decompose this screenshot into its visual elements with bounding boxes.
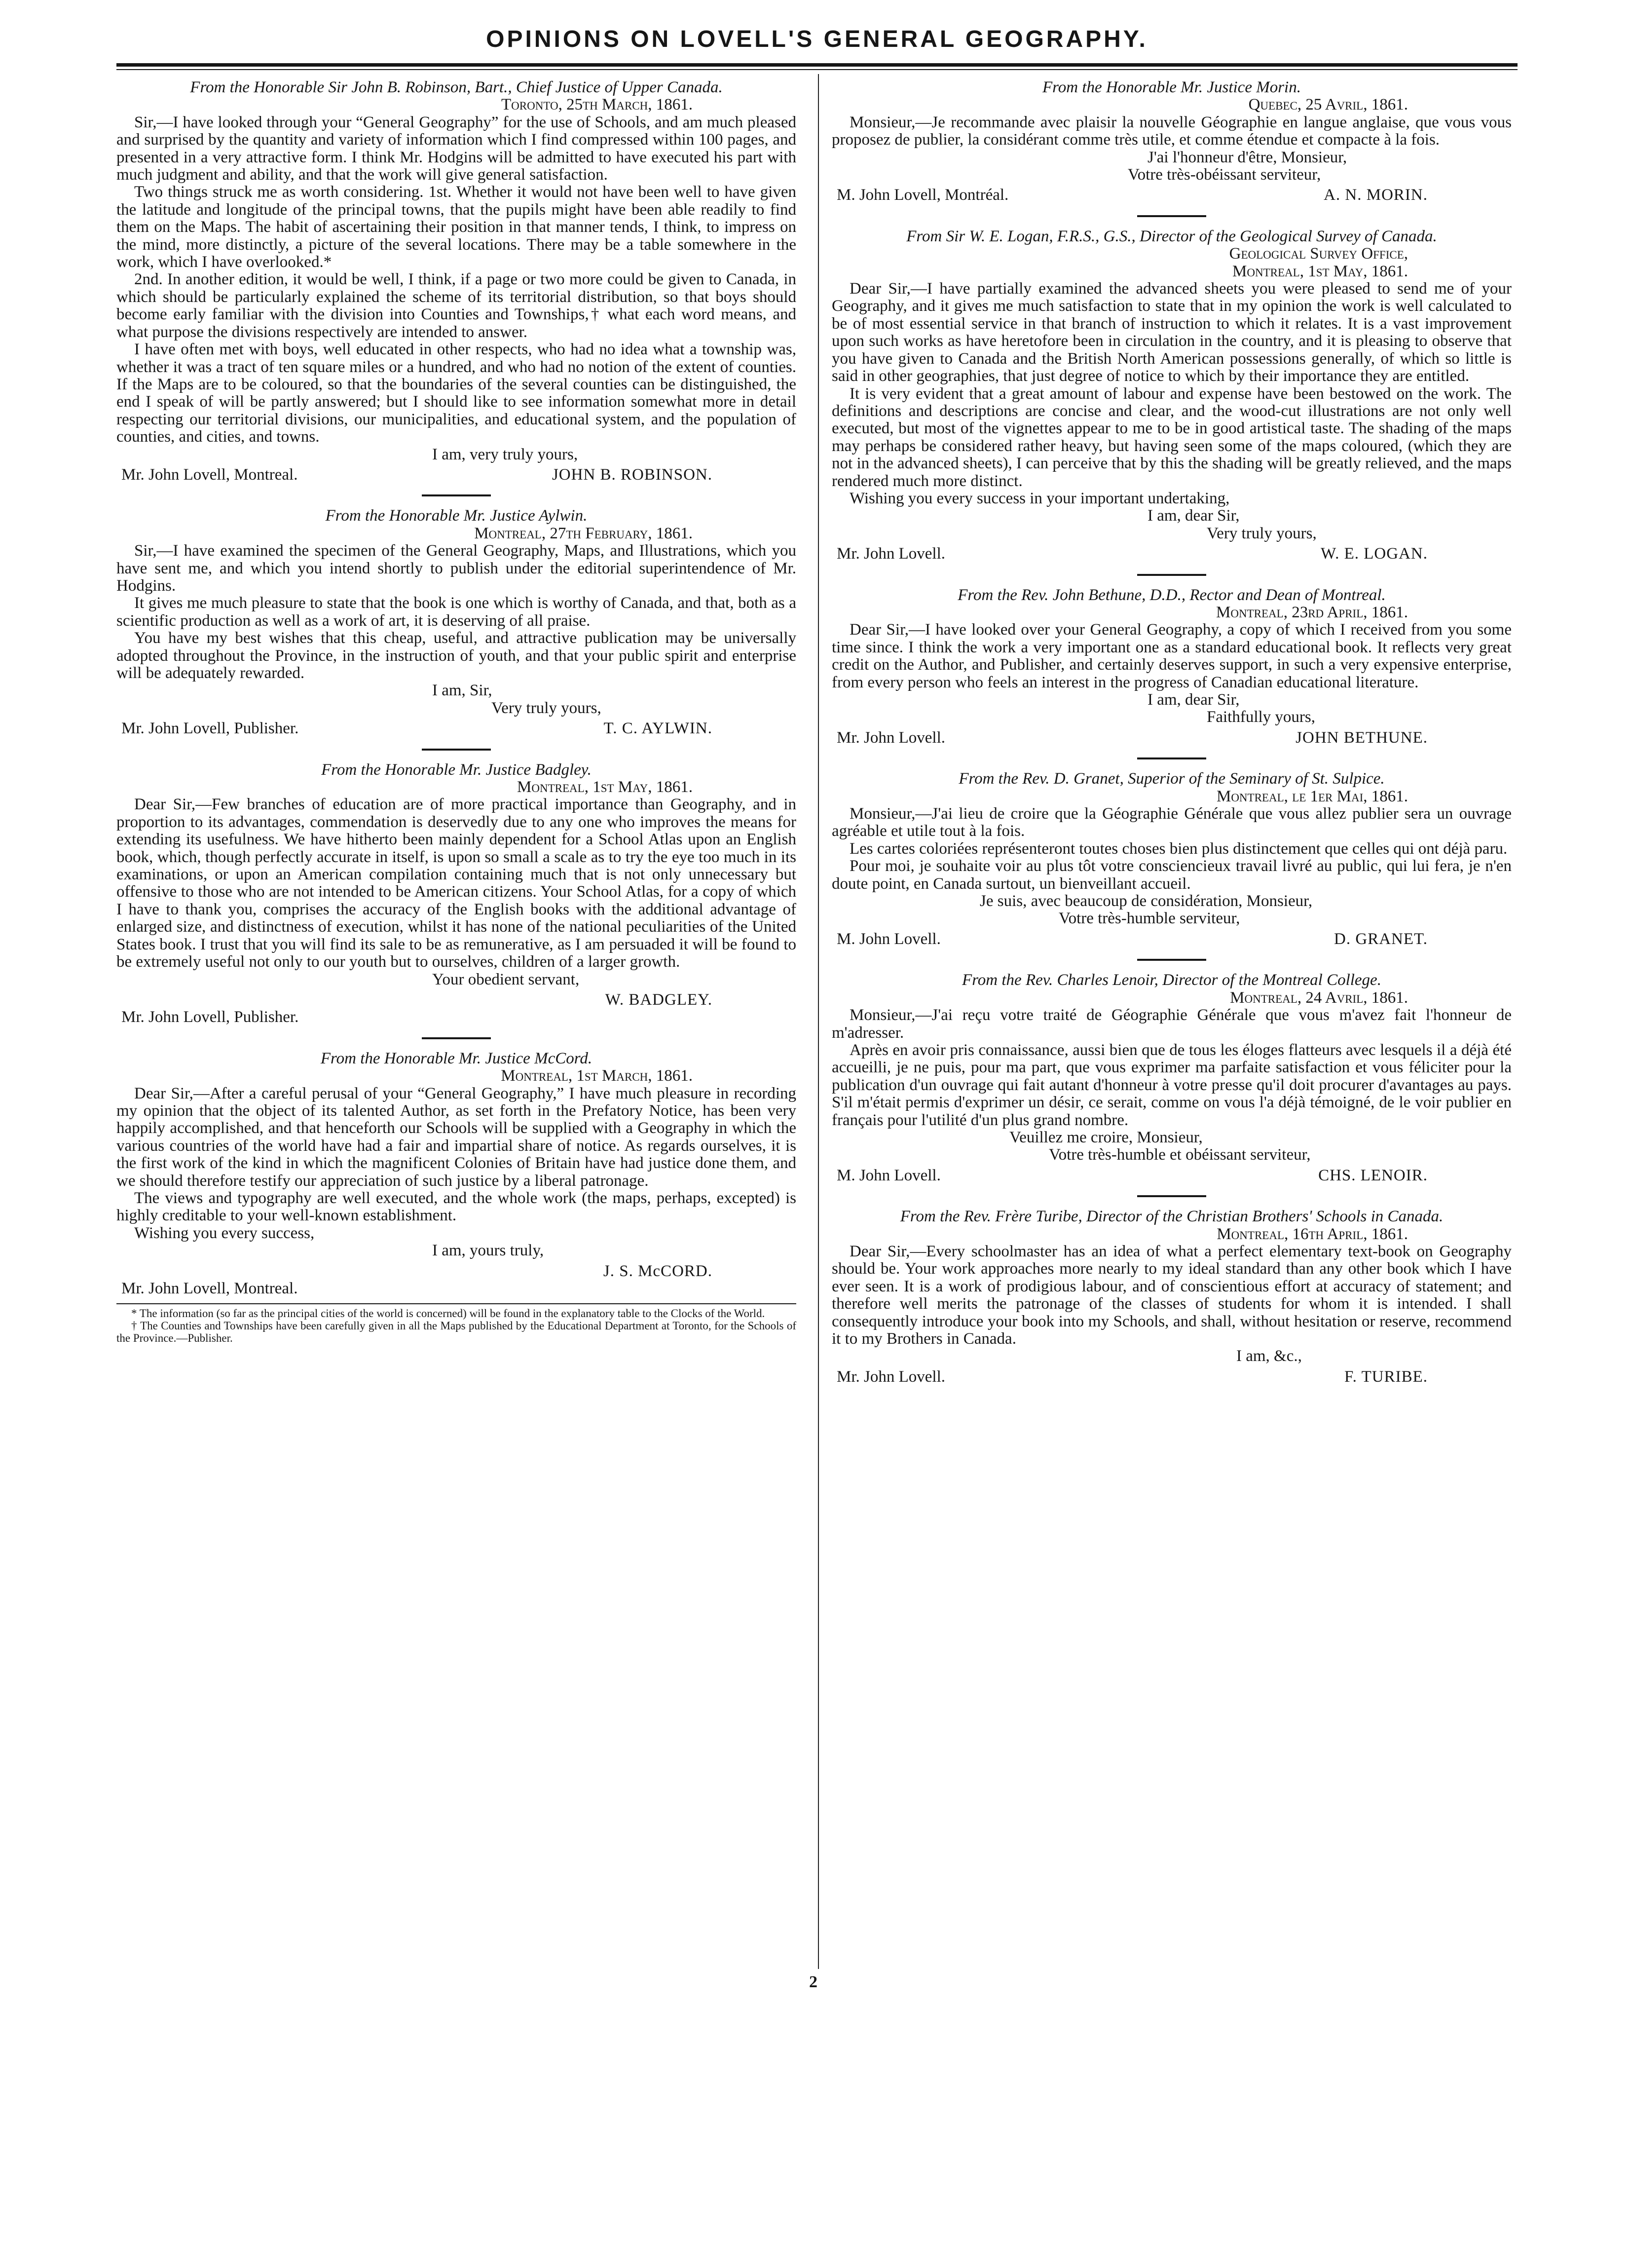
letter-closing: Votre très-humble serviteur,: [1059, 909, 1240, 928]
letter-address: Mr. John Lovell, Publisher.: [121, 719, 299, 738]
letter-address: Mr. John Lovell, Publisher.: [121, 1008, 299, 1026]
letter-paragraph: Dear Sir,—Few branches of education are of more practical importance than Geography, and in proportion to its advantages, commendation is deservedly due to any one who improves the means for extending its usefulness. We have hitherto been mainly dependent for a School Atlas upon an English book, which, though perfectly accurate in itself, is upon so small a scale as to try the eye too much in its examinations, or upon an American compilation containing much that is not only unnecessary but offensive to those who are not intended to be American citizens. Your School Atlas, for a copy of which I have to thank you, comprises the accuracy of the English books with the additional advantage of enlarged size, and distinctness of execution, whilst it has none of the national peculiarities of the United States book. I trust that you will find its sale to be as remunerative, as I am persuaded it will be found to be extremely useful not only to our youth but to ourselves, children of a larger growth.: [116, 795, 796, 971]
letter-signature: CHS. LENOIR.: [1318, 1166, 1428, 1184]
letter-closing: Very truly yours,: [1207, 524, 1317, 542]
letter-signature: W. E. LOGAN.: [1320, 545, 1428, 563]
letter-paragraph: Monsieur,—J'ai lieu de croire que la Géographie Générale que vous allez publier sera un ouvrage agréable et utile tout à la fois.: [832, 805, 1512, 840]
letter-paragraph: Two things struck me as worth considering. 1st. Whether it would not have been well to have given the latitude and longitude of the principal towns, that the pupils might have been able readily to find them on the Maps. The habit of ascertaining their position in that manner tends, I think, to impress on the mind, more distinctly, a picture of the several locations. There may be a table somewhere in the work, which I have overlooked.*: [116, 183, 796, 271]
letter-paragraph: I have often met with boys, well educated in other respects, who had no idea what a township was, whether it was a tract of ten square miles or a hundred, and who had no notion of the extent of counties. If the Maps are to be coloured, so that the boundaries of the several counties can be distinguished, the end I speak of will be partly answered; but I should like to see information somewhat more in detail respecting our territorial divisions, our municipalities, and educational system, and the population of counties, and cities, and towns.: [116, 340, 796, 446]
letter-from: From Sir W. E. Logan, F.R.S., G.S., Director of the Geological Survey of Canada.: [906, 227, 1437, 245]
letter-dateline: Montreal, 1st March, 1861.: [501, 1067, 693, 1085]
letter-logan: [832, 228, 1512, 563]
letter-from: From the Honorable Mr. Justice Aylwin.: [325, 507, 588, 525]
letter-paragraph: It is very evident that a great amount of labour and expense have been bestowed on the work. The definitions and descriptions are concise and clear, and the wood-cut illustrations are not only well executed, but most of the vignettes appear to me to be in good artistical taste. The shading of the maps may perhaps be considered rather heavy, but having seen some of the maps coloured, (which they are not in the advanced sheets), I can perceive that by this the shading will be greatly relieved, and the maps rendered much more distinct.: [832, 384, 1512, 490]
letter-turibe: [832, 1208, 1512, 1386]
letter-closing: Very truly yours,: [491, 699, 601, 717]
signature-row: [116, 466, 796, 484]
letter-granet: [832, 770, 1512, 948]
letter-dateline: Montreal, 23rd April, 1861.: [1216, 603, 1408, 621]
letter-signature: D. GRANET.: [1334, 930, 1428, 948]
letter-closing: I am, Sir,: [432, 681, 492, 700]
letter-paragraph: Wishing you every success in your important undertaking,: [850, 489, 1230, 507]
letter-address: Mr. John Lovell.: [837, 728, 945, 747]
letter-from: From the Honorable Mr. Justice McCord.: [320, 1049, 593, 1067]
letter-robinson: [116, 79, 796, 484]
letter-signature: F. TURIBE.: [1344, 1367, 1428, 1386]
header-rule: [116, 63, 1518, 67]
letter-signature: W. BADGLEY.: [605, 990, 712, 1009]
letter-address: M. John Lovell.: [837, 930, 941, 948]
letter-paragraph: Dear Sir,—I have partially examined the advanced sheets you were pleased to send me of your Geography, and it gives me much satisfaction to state that in my opinion the work is well calculated to be of most essential service in that branch of instruction to which it relates. It is a vast improvement upon such works as have heretofore been in circulation in the country, and it is pleasing to observe that you have given to Canada and the British North American possessions generally, of which so little is said in other geographies, that just degree of notice to which by their importance they are entitled.: [832, 280, 1512, 385]
letter-mccord: [116, 1050, 796, 1298]
letter-paragraph: Monsieur,—J'ai reçu votre traité de Géographie Générale que vous m'avez fait l'honneur de m'adresser.: [832, 1006, 1512, 1042]
letter-separator: [1137, 757, 1206, 759]
letter-dateline: Montreal, le 1er Mai, 1861.: [1216, 787, 1408, 805]
letter-from: From the Rev. Frère Turibe, Director of the Christian Brothers' Schools in Canada.: [900, 1208, 1444, 1226]
footnotes: [116, 1303, 796, 1344]
letter-separator: [1137, 215, 1206, 217]
page-title: OPINIONS ON LOVELL'S GENERAL GEOGRAPHY.: [486, 26, 1148, 52]
letter-closing: Your obedient servant,: [432, 970, 580, 988]
letter-closing: Votre très-obéissant serviteur,: [1128, 166, 1321, 184]
letter-separator: [1137, 959, 1206, 961]
letter-paragraph: Dear Sir,—I have looked over your General Geography, a copy of which I received from you some time since. I think the work a very important one as a standard educational book. It reflects very great credit on the Author, and Publisher, and certainly deserves support, in such a very expensive enterprise, from every person who feels an interest in the progress of Canadian educational literature.: [832, 621, 1512, 691]
letter-morin: [832, 79, 1512, 204]
letter-signature: A. N. MORIN.: [1324, 186, 1428, 204]
letter-paragraph: Wishing you every success,: [134, 1224, 315, 1242]
page-number: 2: [809, 1973, 817, 1991]
letter-lenoir: [832, 972, 1512, 1184]
signature-row: [116, 991, 796, 1009]
letter-signature: J. S. McCORD.: [603, 1262, 712, 1280]
letter-dateline: Montreal, 1st May, 1861.: [1232, 262, 1408, 280]
signature-row: [832, 1167, 1512, 1184]
letter-paragraph: Sir,—I have looked through your “General Geography” for the use of Schools, and am much pleased and surprised by the quantity and variety of information which I find compressed within 100 pages, and presented in a very attractive form. I think Mr. Hodgins will be admitted to have executed his part with much judgment and ability, and that the work will give general satisfaction.: [116, 113, 796, 184]
letter-separator: [422, 749, 491, 751]
letter-paragraph: It gives me much pleasure to state that the book is one which is worthy of Canada, and that, both as a scientific production as well as a work of art, it is deserving of all praise.: [116, 594, 796, 630]
letter-address: M. John Lovell.: [837, 1166, 941, 1184]
letter-closing: J'ai l'honneur d'être, Monsieur,: [1148, 148, 1347, 166]
signature-row: [116, 1263, 796, 1280]
letter-signature: JOHN B. ROBINSON.: [552, 465, 712, 484]
letter-paragraph: Sir,—I have examined the specimen of the General Geography, Maps, and Illustrations, which you have sent me, and which you intend shortly to publish under the editorial superintendence of Mr. Hodgins.: [116, 542, 796, 595]
signature-row: [832, 931, 1512, 948]
letter-closing: I am, dear Sir,: [1148, 691, 1240, 709]
letter-paragraph: Après en avoir pris connaissance, aussi bien que de tous les éloges flatteurs avec lesquels il a déjà été accueilli, je ne puis, pour ma part, que vous exprimer ma parfaite satisfaction et vous féliciter pour la publication d'un ouvrage qui fait autant d'honneur à votre presse qu'il doit procurer d'avantages au pays. S'il m'était permis d'exprimer un désir, ce serait, comme on vous l'a déjà témoigné, de le voir publier en français pour l'utilité d'un plus grand nombre.: [832, 1041, 1512, 1129]
letter-paragraph: You have my best wishes that this cheap, useful, and attractive publication may be universally adopted throughout the Province, in the instruction of youth, and that your public spirit and enterprise will be adequately rewarded.: [116, 629, 796, 682]
letter-dateline: Geological Survey Office,: [1229, 245, 1408, 263]
signature-row: [832, 187, 1512, 204]
left-column: [116, 79, 796, 1344]
letter-dateline: Montreal, 24 Avril, 1861.: [1230, 988, 1408, 1007]
letter-from: From the Rev. John Bethune, D.D., Rector and Dean of Montreal.: [958, 586, 1386, 604]
right-column: [832, 79, 1512, 1386]
footnote: * The information (so far as the principal cities of the world is concerned) will be found in the explanatory table to the Clocks of the World.: [131, 1307, 765, 1320]
letter-aylwin: [116, 507, 796, 737]
letter-separator: [1137, 1195, 1206, 1197]
letter-dateline: Quebec, 25 Avril, 1861.: [1248, 96, 1408, 114]
footnote: † The Counties and Townships have been carefully given in all the Maps published by the Educational Department at Toronto, for the Schools of the Province.—Publisher.: [116, 1320, 796, 1345]
letter-address: M. John Lovell, Montréal.: [837, 186, 1009, 204]
letter-signature: JOHN BETHUNE.: [1296, 728, 1428, 747]
letter-address: Mr. John Lovell.: [837, 1367, 945, 1386]
letter-closing: Je suis, avec beaucoup de considération, Monsieur,: [980, 892, 1313, 910]
letter-closing: Veuillez me croire, Monsieur,: [1009, 1128, 1203, 1146]
column-divider: [818, 74, 819, 1969]
letter-badgley: [116, 761, 796, 1026]
letter-from: From the Honorable Sir John B. Robinson, Bart., Chief Justice of Upper Canada.: [190, 78, 723, 96]
letter-separator: [422, 1037, 491, 1039]
letter-address: Mr. John Lovell, Montreal.: [121, 465, 298, 484]
letter-closing: I am, very truly yours,: [432, 445, 578, 463]
letter-paragraph: Les cartes coloriées représenteront toutes choses bien plus distinctement que celles qui ont déjà paru.: [850, 839, 1508, 858]
letter-paragraph: Dear Sir,—After a careful perusal of your “General Geography,” I have much pleasure in recording my opinion that the object of its talented Author, as set forth in the Prefatory Notice, has been very happily accomplished, and that henceforth our Schools will be supplied with a Geography in which the various countries of the world have had a fair and impartial share of notice. As regards ourselves, it is the first work of the kind in which the magnificent Colonies of Britain have had justice done them, and we should therefore testify our appreciation of such justice by a liberal patronage.: [116, 1084, 796, 1190]
signature-row: [832, 729, 1512, 747]
letter-closing: I am, &c.,: [1236, 1347, 1302, 1365]
letter-bethune: [832, 587, 1512, 747]
letter-paragraph: Pour moi, je souhaite voir au plus tôt votre consciencieux travail livré au public, qui lui fera, je n'en doute point, en Canada surtout, un bienveillant accueil.: [832, 857, 1512, 893]
letter-address: Mr. John Lovell.: [837, 545, 945, 563]
letter-from: From the Honorable Mr. Justice Badgley.: [321, 760, 592, 779]
letter-dateline: Montreal, 16th April, 1861.: [1217, 1225, 1408, 1243]
letter-dateline: Montreal, 27th February, 1861.: [474, 524, 693, 542]
letter-dateline: Toronto, 25th March, 1861.: [501, 96, 693, 114]
letter-paragraph: Monsieur,—Je recommande avec plaisir la nouvelle Géographie en langue anglaise, que vous vous proposez de publier, la considérant comme très utile, et comme étendue et compacte à la fois.: [832, 113, 1512, 149]
signature-row: [832, 1368, 1512, 1386]
letter-from: From the Honorable Mr. Justice Morin.: [1042, 78, 1301, 96]
header-rule-thin: [116, 69, 1518, 70]
letter-paragraph: Dear Sir,—Every schoolmaster has an idea of what a perfect elementary text-book on Geography should be. Your work approaches more nearly to my ideal standard than any other book which I have ever seen. It is a work of prodigious labour, and of conscientious effort at accuracy of statement; and therefore well merits the patronage of the classes of students for whom it is intended. I shall consequently introduce your book into my Schools, and shall, without hesitation or reserve, recommend it to my Brothers in Canada.: [832, 1242, 1512, 1348]
letter-closing: Faithfully yours,: [1207, 708, 1315, 726]
letter-from: From the Rev. D. Granet, Superior of the Seminary of St. Sulpice.: [959, 770, 1385, 788]
letter-paragraph: The views and typography are well executed, and the whole work (the maps, perhaps, excepted) is highly creditable to your well-known establishment.: [116, 1189, 796, 1225]
letter-address: Mr. John Lovell, Montreal.: [121, 1280, 298, 1297]
letter-closing: I am, yours truly,: [432, 1242, 544, 1260]
letter-closing: Votre très-humble et obéissant serviteur,: [1049, 1146, 1311, 1164]
letter-dateline: Montreal, 1st May, 1861.: [517, 778, 693, 796]
letter-closing: I am, dear Sir,: [1148, 507, 1240, 525]
letter-separator: [422, 494, 491, 496]
letter-paragraph: 2nd. In another edition, it would be well, I think, if a page or two more could be given to Canada, in which should be particularly explained the scheme of its territorial distribution, so that boys should become early familiar with the division into Counties and Townships,† what each word means, and what purpose the divisions respectively are intended to answer.: [116, 270, 796, 341]
signature-row: [832, 545, 1512, 563]
letter-signature: T. C. AYLWIN.: [603, 719, 712, 738]
letter-from: From the Rev. Charles Lenoir, Director of the Montreal College.: [962, 971, 1381, 989]
letter-separator: [1137, 574, 1206, 576]
signature-row: [116, 720, 796, 737]
